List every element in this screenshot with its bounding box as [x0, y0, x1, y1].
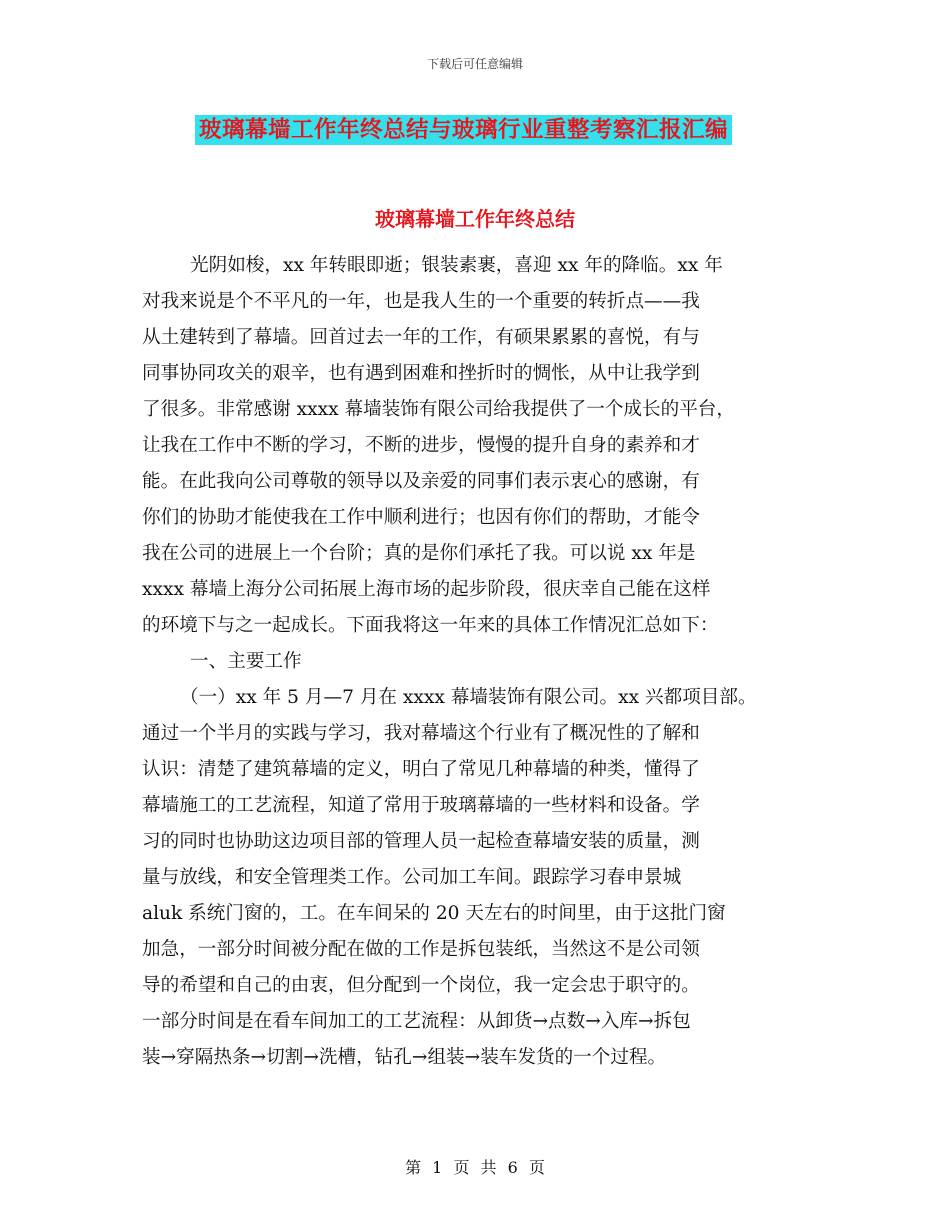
text-line: 从土建转到了幕墙。回首过去一年的工作，有硕果累累的喜悦，有与: [142, 327, 700, 348]
text-line: xxxx 幕墙上海分公司拓展上海市场的起步阶段，很庆幸自己能在这样: [142, 579, 711, 600]
text-line: 一部分时间是在看车间加工的工艺流程：从卸货→点数→入库→拆包: [142, 1011, 691, 1032]
text-line: 量与放线，和安全管理类工作。公司加工车间。跟踪学习春申景城: [142, 867, 682, 888]
text-line: （一）xx 年 5 月—7 月在 xxxx 幕墙装饰有限公司。xx 兴都项目部。: [180, 687, 757, 708]
text-line: 装→穿隔热条→切割→洗槽，钻孔→组装→装车发货的一个过程。: [142, 1047, 667, 1068]
text-line: 习的同时也协助这边项目部的管理人员一起检查幕墙安装的质量，测: [142, 831, 700, 852]
text-line: 同事协同攻关的艰辛，也有遇到困难和挫折时的惆怅，从中让我学到: [142, 363, 700, 384]
text-line: 的环境下与之一起成长。下面我将这一年来的具体工作情况汇总如下：: [142, 615, 719, 636]
text-line: 加急，一部分时间被分配在做的工作是拆包装纸，当然这不是公司领: [142, 939, 700, 960]
text-line: 我在公司的进展上一个台阶；真的是你们承托了我。可以说 xx 年是: [142, 543, 696, 564]
text-line: 了很多。非常感谢 xxxx 幕墙装饰有限公司给我提供了一个成长的平台，: [142, 399, 735, 420]
section-title: 玻璃幕墙工作年终总结: [375, 207, 575, 231]
text-line: 认识：清楚了建筑幕墙的定义，明白了常见几种幕墙的种类，懂得了: [142, 759, 700, 780]
text-line: 幕墙施工的工艺流程，知道了常用于玻璃幕墙的一些材料和设备。学: [142, 795, 700, 816]
text-line: aluk 系统门窗的，工。在车间呆的 20 天左右的时间里，由于这批门窗: [142, 903, 726, 924]
section-heading: 一、主要工作: [190, 651, 302, 672]
text-line: 能。在此我向公司尊敬的领导以及亲爱的同事们表示衷心的感谢，有: [142, 471, 700, 492]
text-line: 对我来说是个不平凡的一年，也是我人生的一个重要的转折点——我: [142, 291, 700, 312]
text-line: 你们的协助才能使我在工作中顺利进行；也因有你们的帮助，才能令: [142, 507, 700, 528]
text-line: 让我在工作中不断的学习，不断的进步，慢慢的提升自身的素养和才: [142, 435, 700, 456]
header-note: 下载后可任意编辑: [426, 57, 523, 71]
text-line: 光阴如梭，xx 年转眼即逝；银装素裹，喜迎 xx 年的降临。xx 年: [190, 255, 723, 276]
text-line: 通过一个半月的实践与学习，我对幕墙这个行业有了概况性的了解和: [142, 723, 700, 744]
text-line: 导的希望和自己的由衷，但分配到一个岗位，我一定会忠于职守的。: [142, 975, 700, 996]
page-number-footer: 第 1 页 共 6 页: [405, 1158, 545, 1177]
document-main-title: 玻璃幕墙工作年终总结与玻璃行业重整考察汇报汇编: [195, 115, 732, 145]
